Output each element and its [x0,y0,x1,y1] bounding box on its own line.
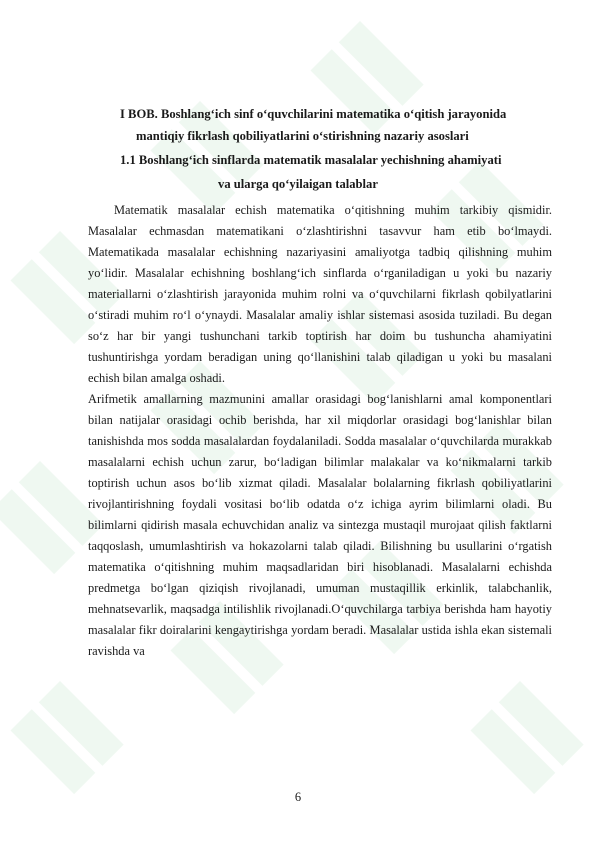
paragraph-2: Arifmetik amallarning mazmunini amallar orasidagi bog‘lanishlarni amal komponentlari bilan natijalar orasidagi ochib berishda, har xil miqdorlar orasidagi bog‘lanishlar bilan tanishishda mos sodda masalalardan foydalaniladi. Sodda masalalar o‘quvchilarda murakkab masalalarni echish uchun zarur, bo‘ladigan bilimlar malakalar va ko‘nikmalarni tarkib toptirish uchun asos bo‘lib xizmat qiladi. Masalalar bolalarning fikrlash qobiliyatlarini rivojlantirishning foydali vositasi bo‘lib odatda o‘z ichiga ayrim bilimlarni oladi. Bu bilimlarni qidirish masala echuvchidan analiz va sintezga mustaqil murojaat qilish faktlarni taqqoslash, umumlashtirish va hokazolarni talab qiladi. Bilishning bu usullarini o‘rgatish matematika o‘qitishning muhim maqsadlaridan biri hisoblanadi. Masalalarni echishda predmetga bo‘lgan qiziqish rivojlanadi, umuman mustaqillik erkinlik, talabchanlik, mehnatsevarlik, maqsadga intilishlik rivojlanadi.O‘quvchilarga tarbiya berishda ham hayotiy masalalar fikr doiralarini kengaytirishga yordam beradi. Masalalar ustida ishla ekan sistemali ravishda va [88,392,552,658]
chapter-title-line2: mantiqiy fikrlash qobiliyatlarini o‘stirishning nazariy asoslari [136,129,469,143]
body-text [88,200,552,662]
section-title-line2: va ularga qo‘yilaigan talablar [218,177,378,191]
page-number: 6 [294,790,302,804]
chapter-title-line1: I BOB. Boshlang‘ich sinf o‘quvchilarini matematika o‘qitish jarayonida [120,107,507,121]
section-title-line1: 1.1 Boshlang‘ich sinflarda matematik masalalar yechishning ahamiyati [120,153,502,167]
paragraph-1: Matematik masalalar echish matematika o‘qitishning muhim tarkibiy qismidir. Masalalar echmasdan matematikani o‘zlashtirishni tasavvur ham etib bo‘lmaydi. Matematikada masalalar echishning nazariyasini amaliyotga tadbiq qilishning muhim yo‘lidir. Masalalar echishning boshlang‘ich sinflarda o‘rganiladigan u yoki bu nazariy materiallarni o‘zlashtirish jarayonida muhim rolni va o‘quvchilarni fikrlash qobilyatlarini o‘stiradi muhim ro‘l o‘ynaydi. Masalalar amaliy ishlar sistemasi asosida tuziladi. Bu degan so‘z har bir yangi tushunchani tarkib toptirish har doim bu tushuncha ahamiyatini tushuntirishga yordam beradigan uning qo‘llanishini talab qiladigan u yoki bu masalani echish bilan amalga oshadi. [88,203,552,385]
